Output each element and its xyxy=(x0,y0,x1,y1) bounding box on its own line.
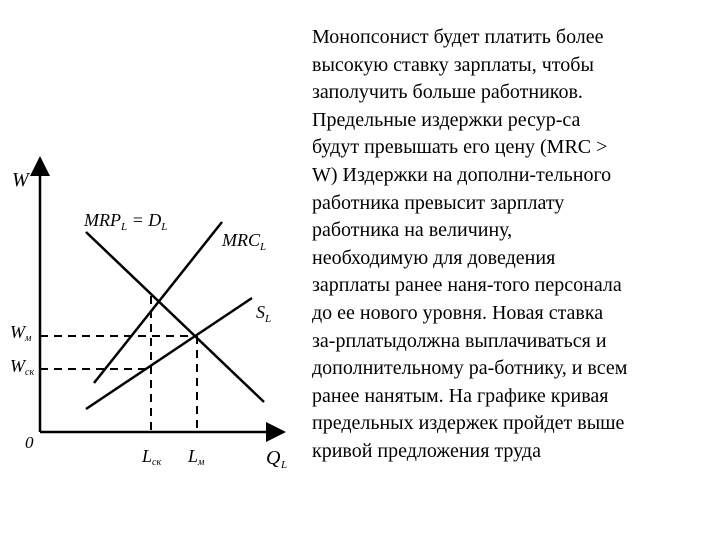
competitive-quantity-label: Lск xyxy=(142,446,162,468)
explanation-text xyxy=(312,24,704,466)
text-line: Монопсонист будет платить более xyxy=(312,26,604,48)
x-axis-label-sub: L xyxy=(281,459,288,471)
text-line: Предельные издержки ресур-са xyxy=(312,108,581,131)
y-axis-label: W xyxy=(12,169,29,191)
origin-label: 0 xyxy=(25,433,34,452)
text-line: заполучить больше работников. xyxy=(312,81,583,104)
mrp-demand-curve xyxy=(86,230,267,402)
text-line: высокую ставку зарплаты, чтобы xyxy=(312,53,594,76)
text-line: до ее нового уровня. Новая ставка xyxy=(312,301,604,324)
text-line: за-рплатыдолжна выплачиваться и xyxy=(312,329,607,352)
text-line: предельных издержек пройдет выше xyxy=(312,412,625,435)
supply-curve xyxy=(86,298,252,409)
labor-market-diagram xyxy=(0,0,300,540)
text-line: необходимую для доведения xyxy=(312,246,556,269)
text-line: будут превышать его цену (MRC > xyxy=(312,136,608,159)
competitive-wage-label: Wск xyxy=(10,356,35,378)
text-line: W) Издержки на дополни-тельного xyxy=(312,163,612,186)
supply-curve-label: $S_L$ xyxy=(256,302,272,325)
text-line: работника превысит зарплату xyxy=(312,191,565,214)
x-axis-label: Q xyxy=(266,447,281,469)
monopsony-quantity-label: Lм xyxy=(188,446,205,468)
monopsony-wage-label: Wм xyxy=(10,322,32,344)
text-line: зарплаты ранее наня-того персонала xyxy=(312,274,622,297)
mrc-curve-label: $MRC_L$ xyxy=(222,230,267,253)
mrc-curve xyxy=(94,222,222,383)
text-line: дополнительному ра-ботнику, и всем xyxy=(312,357,628,380)
text-line: ранее нанятым. На графике кривая xyxy=(312,384,609,407)
mrp-curve-label: $MRP_L = D_L$ xyxy=(84,210,168,233)
text-line: работника на величину, xyxy=(312,219,513,242)
text-line: кривой предложения труда xyxy=(312,439,541,462)
